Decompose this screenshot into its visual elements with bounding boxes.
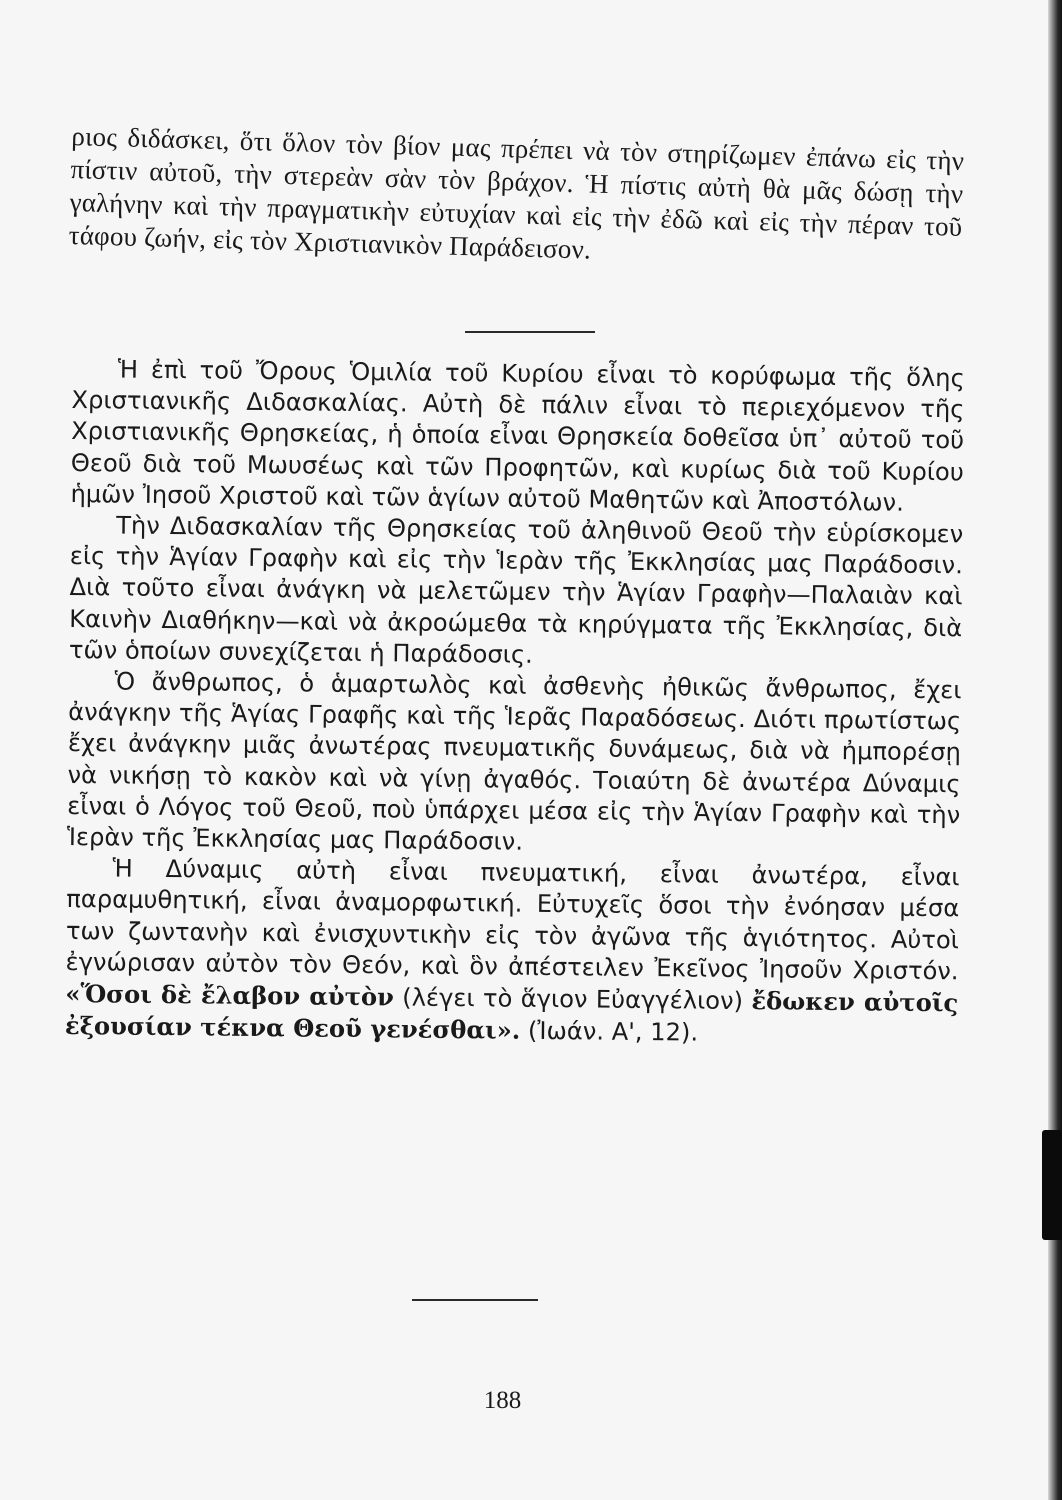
paragraph: Τὴν Διδασκαλίαν τῆς Θρησκείας τοῦ ἀληθινοῦ Θεοῦ τὴν εὑρίσκομεν εἰς τὴν Ἁγίαν Γραφὴν καὶ εἰς τὴν Ἱερὰν τῆς Ἐκκλησίας μας Παράδοσιν. Διὰ τοῦτο εἶναι ἀνάγκη νὰ μελετῶμεν τὴν Ἁγίαν Γραφὴν—Παλαιὰν καὶ Καινὴν Διαθήκην—καὶ νὰ ἀκροώμεθα τὰ κηρύγματα τῆς Ἐκκλησίας, διὰ τῶν ὁποίων συνεχίζεται ἡ Παράδοσις. [68,511,964,669]
page-number: 188 [483,1387,522,1414]
paragraph-with-quote [65,853,960,1052]
quote-aside: (λέγει τὸ ἅγιον Εὐαγγέλιον) [402,983,744,1016]
paragraph-lead: Ἡ Δύναμις αὐτὴ εἶναι πνευματική, εἶναι ἀνωτέρα, εἶναι παραμυθητική, εἶναι ἀναμορφωτική. Εὐτυχεῖς ὅσοι τὴν ἐνόησαν μέσα των ζωντανὴν καὶ ἐνισχυντικὴν εἰς τὸν ἀγῶνα τῆς ἁγιότητος. Αὐτοὶ ἐγνώρισαν αὐτὸν τὸν Θεόν, καὶ ὃν ἀπέστειλεν Ἐκεῖνος Ἰησοῦν Χριστόν. [65,854,960,986]
binding-clip [1042,1130,1062,1240]
paragraph: Ἡ ἐπὶ τοῦ Ὄρους Ὁμιλία τοῦ Κυρίου εἶναι τὸ κορύφωμα τῆς ὅλης Χριστιανικῆς Διδασκαλίας. Αὐτὴ δὲ πάλιν εἶναι τὸ περιεχόμενον τῆς Χριστιανικῆς Θρησκείας, ἡ ὁποία εἶναι Θρησκεία δοθεῖσα ὑπ᾽ αὐτοῦ τοῦ Θεοῦ διὰ τοῦ Μωυσέως καὶ τῶν Προφητῶν, καὶ κυρίως διὰ τοῦ Κυρίου ἡμῶν Ἰησοῦ Χριστοῦ καὶ τῶν ἁγίων αὐτοῦ Μαθητῶν καὶ Ἀποστόλων. [70,355,965,517]
end-divider [412,1299,538,1301]
paragraph: Ὁ ἄνθρωπος, ὁ ἁμαρτωλὸς καὶ ἀσθενὴς ἠθικῶς ἄνθρωπος, ἔχει ἀνάγκην τῆς Ἁγίας Γραφῆς καὶ τῆς Ἱερᾶς Παραδόσεως. Διότι πρωτίστως ἔχει ἀνάγκην μιᾶς ἀνωτέρας πνευματικῆς δυνάμεως, διὰ νὰ ἠμπορέσῃ νὰ νικήσῃ τὸ κακὸν καὶ νὰ γίνῃ ἀγαθός. Τοιαύτη δὲ ἀνωτέρα Δύναμις εἶναι ὁ Λόγος τοῦ Θεοῦ, ποὺ ὑπάρχει μέσα εἰς τὴν Ἁγίαν Γραφὴν καὶ τὴν Ἱερὰν τῆς Ἐκκλησίας μας Παράδοσιν. [66,667,962,856]
continued-paragraph [68,120,964,277]
scripture-citation: (Ἰωάν. Α', 12). [527,1017,699,1047]
main-text [65,354,965,1052]
section-divider [465,331,595,333]
bible-quote-start: «Ὅσοι δὲ ἔλαβον αὐτὸν [65,979,395,1012]
page-edge-shadow [1048,0,1062,1500]
bible-quote-end: ἔδωκεν αὐτοῖς ἐξουσίαν τέκνα Θεοῦ γενέσθαι». [64,986,959,1045]
top-paragraph-text: ριος διδάσκει, ὅτι ὅλον τὸν βίον μας πρέπει νὰ τὸν στηρίζωμεν ἐπάνω εἰς τὴν πίστιν αὐτοῦ, τὴν στερεὰν σὰν τὸν βράχον. Ἡ πίστις αὐτὴ θὰ μᾶς δώσῃ τὴν γαλήνην καὶ τὴν πραγματικὴν εὐτυχίαν καὶ εἰς τὴν ἐδῶ καὶ εἰς τὴν πέραν τοῦ τάφου ζωήν, εἰς τὸν Χριστιανικὸν Παράδεισον. [68,120,965,265]
